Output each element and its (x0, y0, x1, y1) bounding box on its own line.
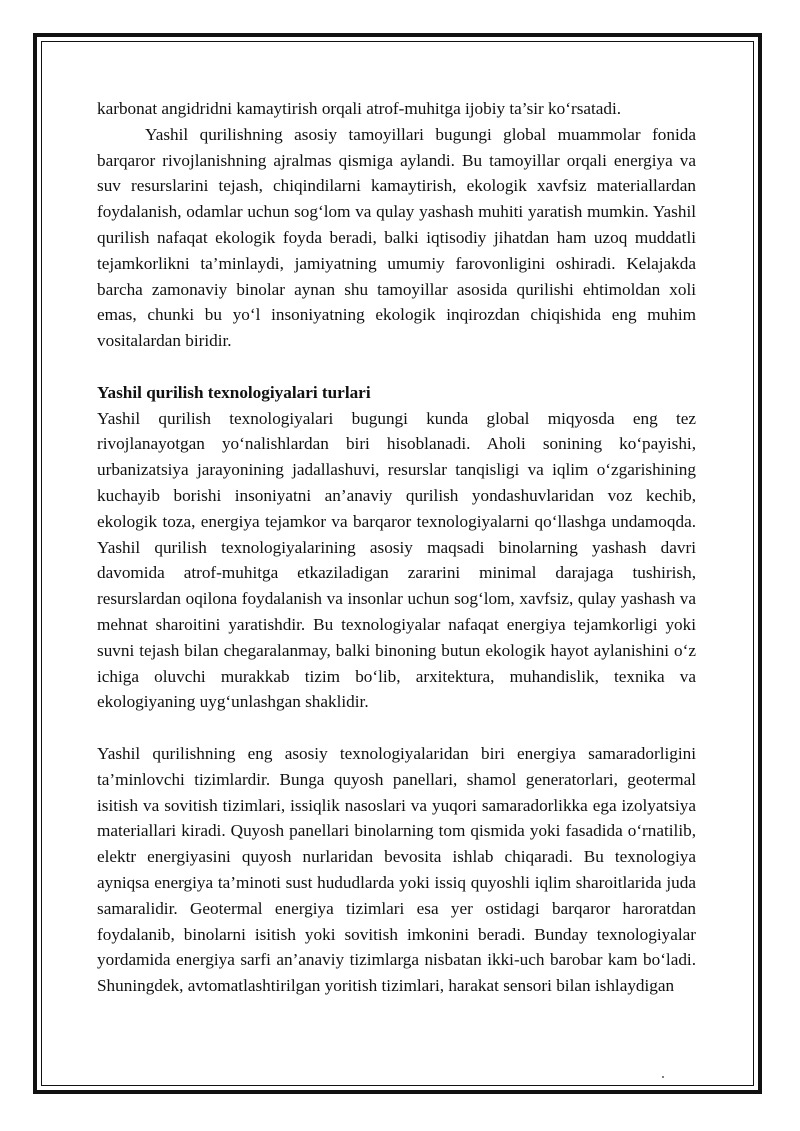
paragraph-energy-efficiency: Yashil qurilishning eng asosiy texnologiyalaridan biri energiya samaradorligini ta’minlovchi tizimlardir. Bunga quyosh panellari, shamol generatorlari, geotermal isitish va sovitish tizimlari, issiqlik nasoslari va yuqori samaradorlikka ega izolyatsiya materiallari kiradi. Quyosh panellari binolarning tom qismida yoki fasadida o‘rnatilib, elektr energiyasini quyosh nurlaridan bevosita ishlab chiqaradi. Bu texnologiya ayniqsa energiya ta’minoti sust hududlarda yoki issiq quyoshli iqlim sharoitlarida juda samaralidir. Geotermal energiya tizimlari esa yer ostidagi barqaror haroratdan foydalanib, binolarni isitish yoki sovitish imkonini beradi. Bunday texnologiyalar yordamida energiya sarfi an’anaviy tizimlarga nisbatan ikki-uch barobar kam bo‘ladi. Shuningdek, avtomatlashtirilgan yoritish tizimlari, harakat sensori bilan ishlaydigan (97, 743, 696, 996)
paragraph-spacer (97, 715, 696, 741)
paragraph-principles: Yashil qurilishning asosiy tamoyillari bugungi global muammolar fonida barqaror rivojlanishning ajralmas qismiga aylandi. Bu tamoyillar orqali energiya va suv resurslarini tejash, chiqindilarni kamaytirish, ekologik xavfsiz materiallardan foydalanish, odamlar uchun sog‘lom va qulay yashash muhiti yaratish mumkin. Yashil qurilish nafaqat ekologik foyda beradi, balki iqtisodiy jihatdan ham uzoq muddatli tejamkorlikni ta’minlaydi, jamiyatning umumiy farovonligini oshiradi. Kelajakda barcha zamonaviy binolar aynan shu tamoyillar asosida qurilishi ehtimoldan xoli emas, chunki bu yo‘l insoniyatning ekologik inqirozdan chiqishida eng muhim vositalardan biridir. (97, 124, 696, 351)
paragraph-continuation: karbonat angidridni kamaytirish orqali atrof-muhitga ijobiy ta’sir ko‘rsatadi. (97, 99, 622, 118)
page-mark (662, 1076, 664, 1078)
paragraph-technologies-intro: Yashil qurilish texnologiyalari bugungi kunda global miqyosda eng tez rivojlanayotgan yo‘nalishlardan biri hisoblanadi. Aholi sonining ko‘payishi, urbanizatsiya jarayonining jadallashuvi, resurslar tanqisligi va iqlim o‘zgarishining kuchayib borishi insoniyatni an’anaviy qurilish yondashuvlaridan voz kechib, ekologik toza, energiya tejamkor va barqaror texnologiyalarni qo‘llashga undamoqda. Yashil qurilish texnologiyalarining asosiy maqsadi binolarning yashash davri davomida atrof-muhitga etkaziladigan zararini minimal darajaga tushirish, resurslardan oqilona foydalanish va insonlar uchun sog‘lom, xavfsiz, qulay yashash va mehnat sharoitini yaratishdir. Bu texnologiyalar nafaqat energiya tejamkorligi yoki suvni tejash bilan chegaralanmay, balki binoning butun ekologik hayot aylanishini o‘z ichiga oluvchi murakkab tizim bo‘lib, arxitektura, muhandislik, texnika va ekologiyaning uyg‘unlashgan shaklidir. (97, 408, 696, 712)
paragraph-spacer (97, 354, 696, 380)
section-heading: Yashil qurilish texnologiyalari turlari (97, 382, 371, 402)
document-body (97, 96, 696, 999)
